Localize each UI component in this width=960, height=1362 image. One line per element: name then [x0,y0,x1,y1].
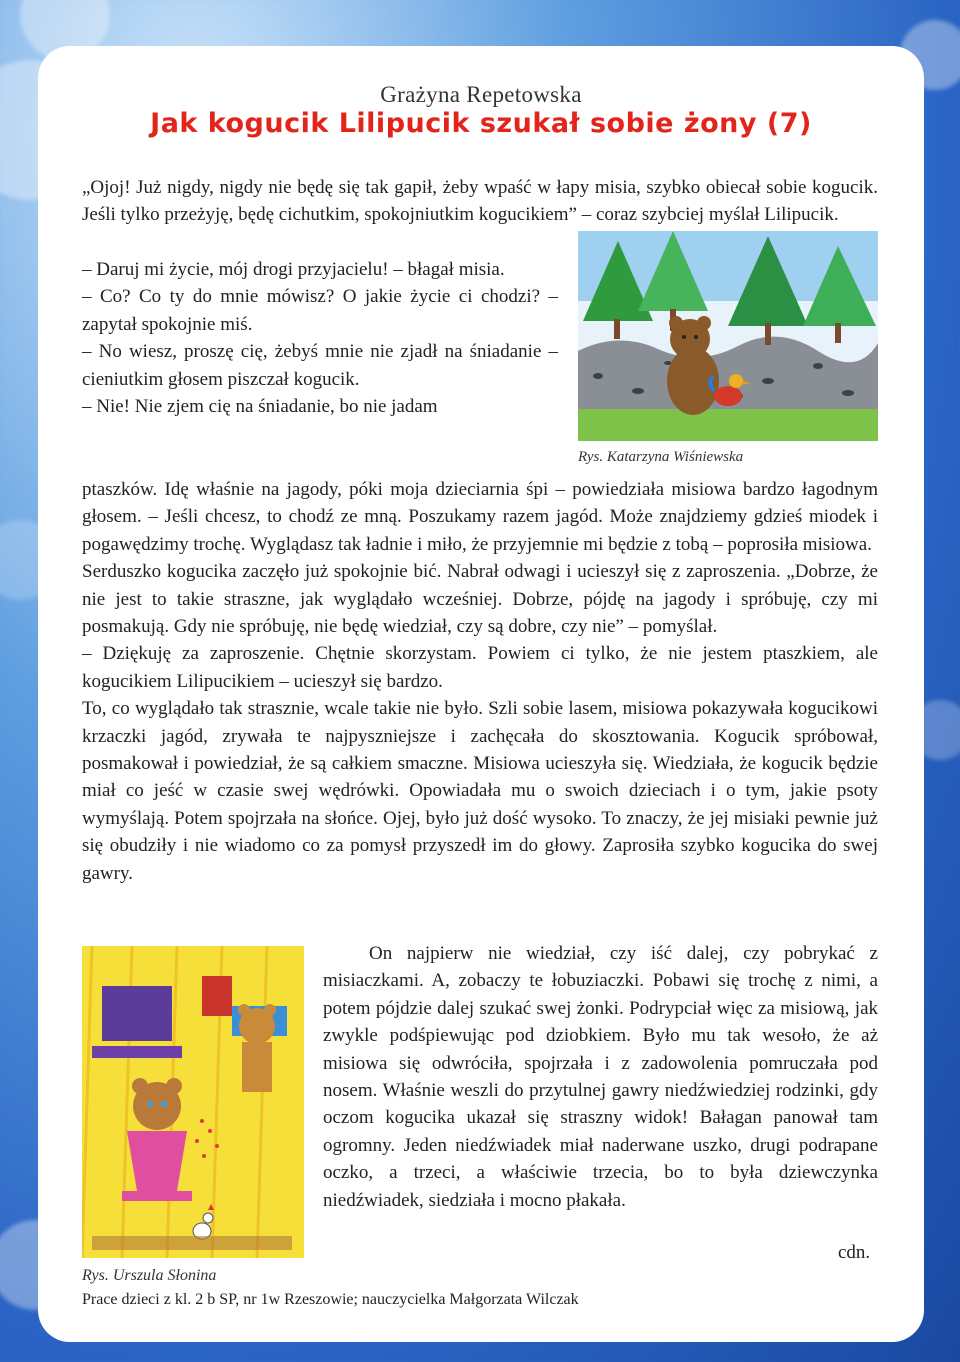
paragraph: On najpierw nie wiedział, czy iść dalej, czy pobrykać z misiaczkami. A, zobaczy te łobuziaczki. Pobawi się trochę z nimi, a potem pójdzie dalej szukać swej żonki. Podrypciał więc za misiową, jak zwykle podśpiewując pod dziobkiem. Było mu tak wesoło, że aż misiowa się odwróciła, spojrzała i z zadowolenia pomruczała pod nosem. Właśnie weszli do przytulnej gawry niedźwiedziej rodzinki, gdy oczom kogucika ukazał się straszny widok! Bałagan panował tam ogromny. Jeden niedźwiadek miał naderwane uszko, drugi podrapane oczko, a trzeci, a właściwie trzecia, bo to była dziewczynka niedźwiadek, siedziała i mocno płakała. [323,943,878,1211]
article-page [38,46,924,1342]
illustration-caption: Rys. Urszula Słonina [82,1267,217,1284]
illustration-caption: Rys. Katarzyna Wiśniewska [578,449,744,465]
continuation-mark: cdn. [838,1242,871,1263]
paragraph: „Ojoj! Już nigdy, nigdy nie będę się tak gapił, żeby wpaść w łapy misia, szybko obiecał sobie kogucik. Jeśli tylko przeżyję, będę cichutkim, spokojniutkim kogucikiem” – coraz szybciej myślał Lilipucik. [82,177,878,226]
credits-footer: Prace dzieci z kl. 2 b SP, nr 1w Rzeszowie; nauczycielka Małgorzata Wilczak [82,1291,579,1308]
paragraph: – Daruj mi życie, mój drogi przyjacielu! – błagał misia. – Co? Co ty do mnie mówisz? O jakie życie ci chodzi? – zapytał spokojnie miś. – No wiesz, proszę cię, żebyś mnie nie zjadł na śniadanie – cieniutkim głosem piszczał kogucik. – Nie! Nie zjem cię na śniadanie, bo nie jadam [82,259,558,418]
bear-family-den-drawing [82,946,304,1258]
article-title: Jak kogucik Lilipucik szukał sobie żony (7) [150,108,812,139]
paragraph: ptaszków. Idę właśnie na jagody, póki moja dzieciarnia śpi – powiedziała misiowa bardzo łagodnym głosem. – Jeśli chcesz, to chodź ze mną. Poszukamy razem jagód. Może znajdziemy gdzieś miodek i pogawędzimy trochę. Wyglądasz tak ładnie i miło, że przyjemnie mi będzie z tobą – poprosiła misiowa. Serduszko kogucika zaczęło już spokojnie bić. Nabrał odwagi i ucieszył się z zaproszenia. „Dobrze, że nie jest to takie straszne, jak wyglądało wcześniej. Dobrze, pójdę na jagody i spróbuję, czy mi posmakują. Gdy nie spróbuję, nie będę wiedział, czy są dobre, czy nie” – pomyślał. – Dziękuję za zaproszenie. Chętnie skorzystam. Powiem ci tylko, że nie jestem ptaszkiem, ale kogucikiem Lilipucikiem – ucieszył się bardzo. To, co wyglądało tak strasznie, wcale takie nie było. Szli sobie lasem, misiowa pokazywała kogucikowi krzaczki jagód, zrywała te najpyszniejsze i zachęcała do skosztowania. Kogucik spróbował, posmakował i powiedział, że są całkiem smaczne. Misiowa ucieszyła się. Wiedziała, że kogucik będzie miał co jeść w czasie swej wędrówki. Opowiadała mu o swoich dzieciach i o tym, jakie psoty wymyślają. Potem spojrzała na słońce. Ojej, było już dość wysoko. To znaczy, że jej misiaki pewnie już się obudziły i nie wiadomo co za pomysł przyszedł im do głowy. Zaprosiła szybko kogucika do swej gawry. [82,479,878,884]
forest-bear-rooster-drawing [578,231,878,441]
author-name: Grażyna Repetowska [380,82,582,107]
